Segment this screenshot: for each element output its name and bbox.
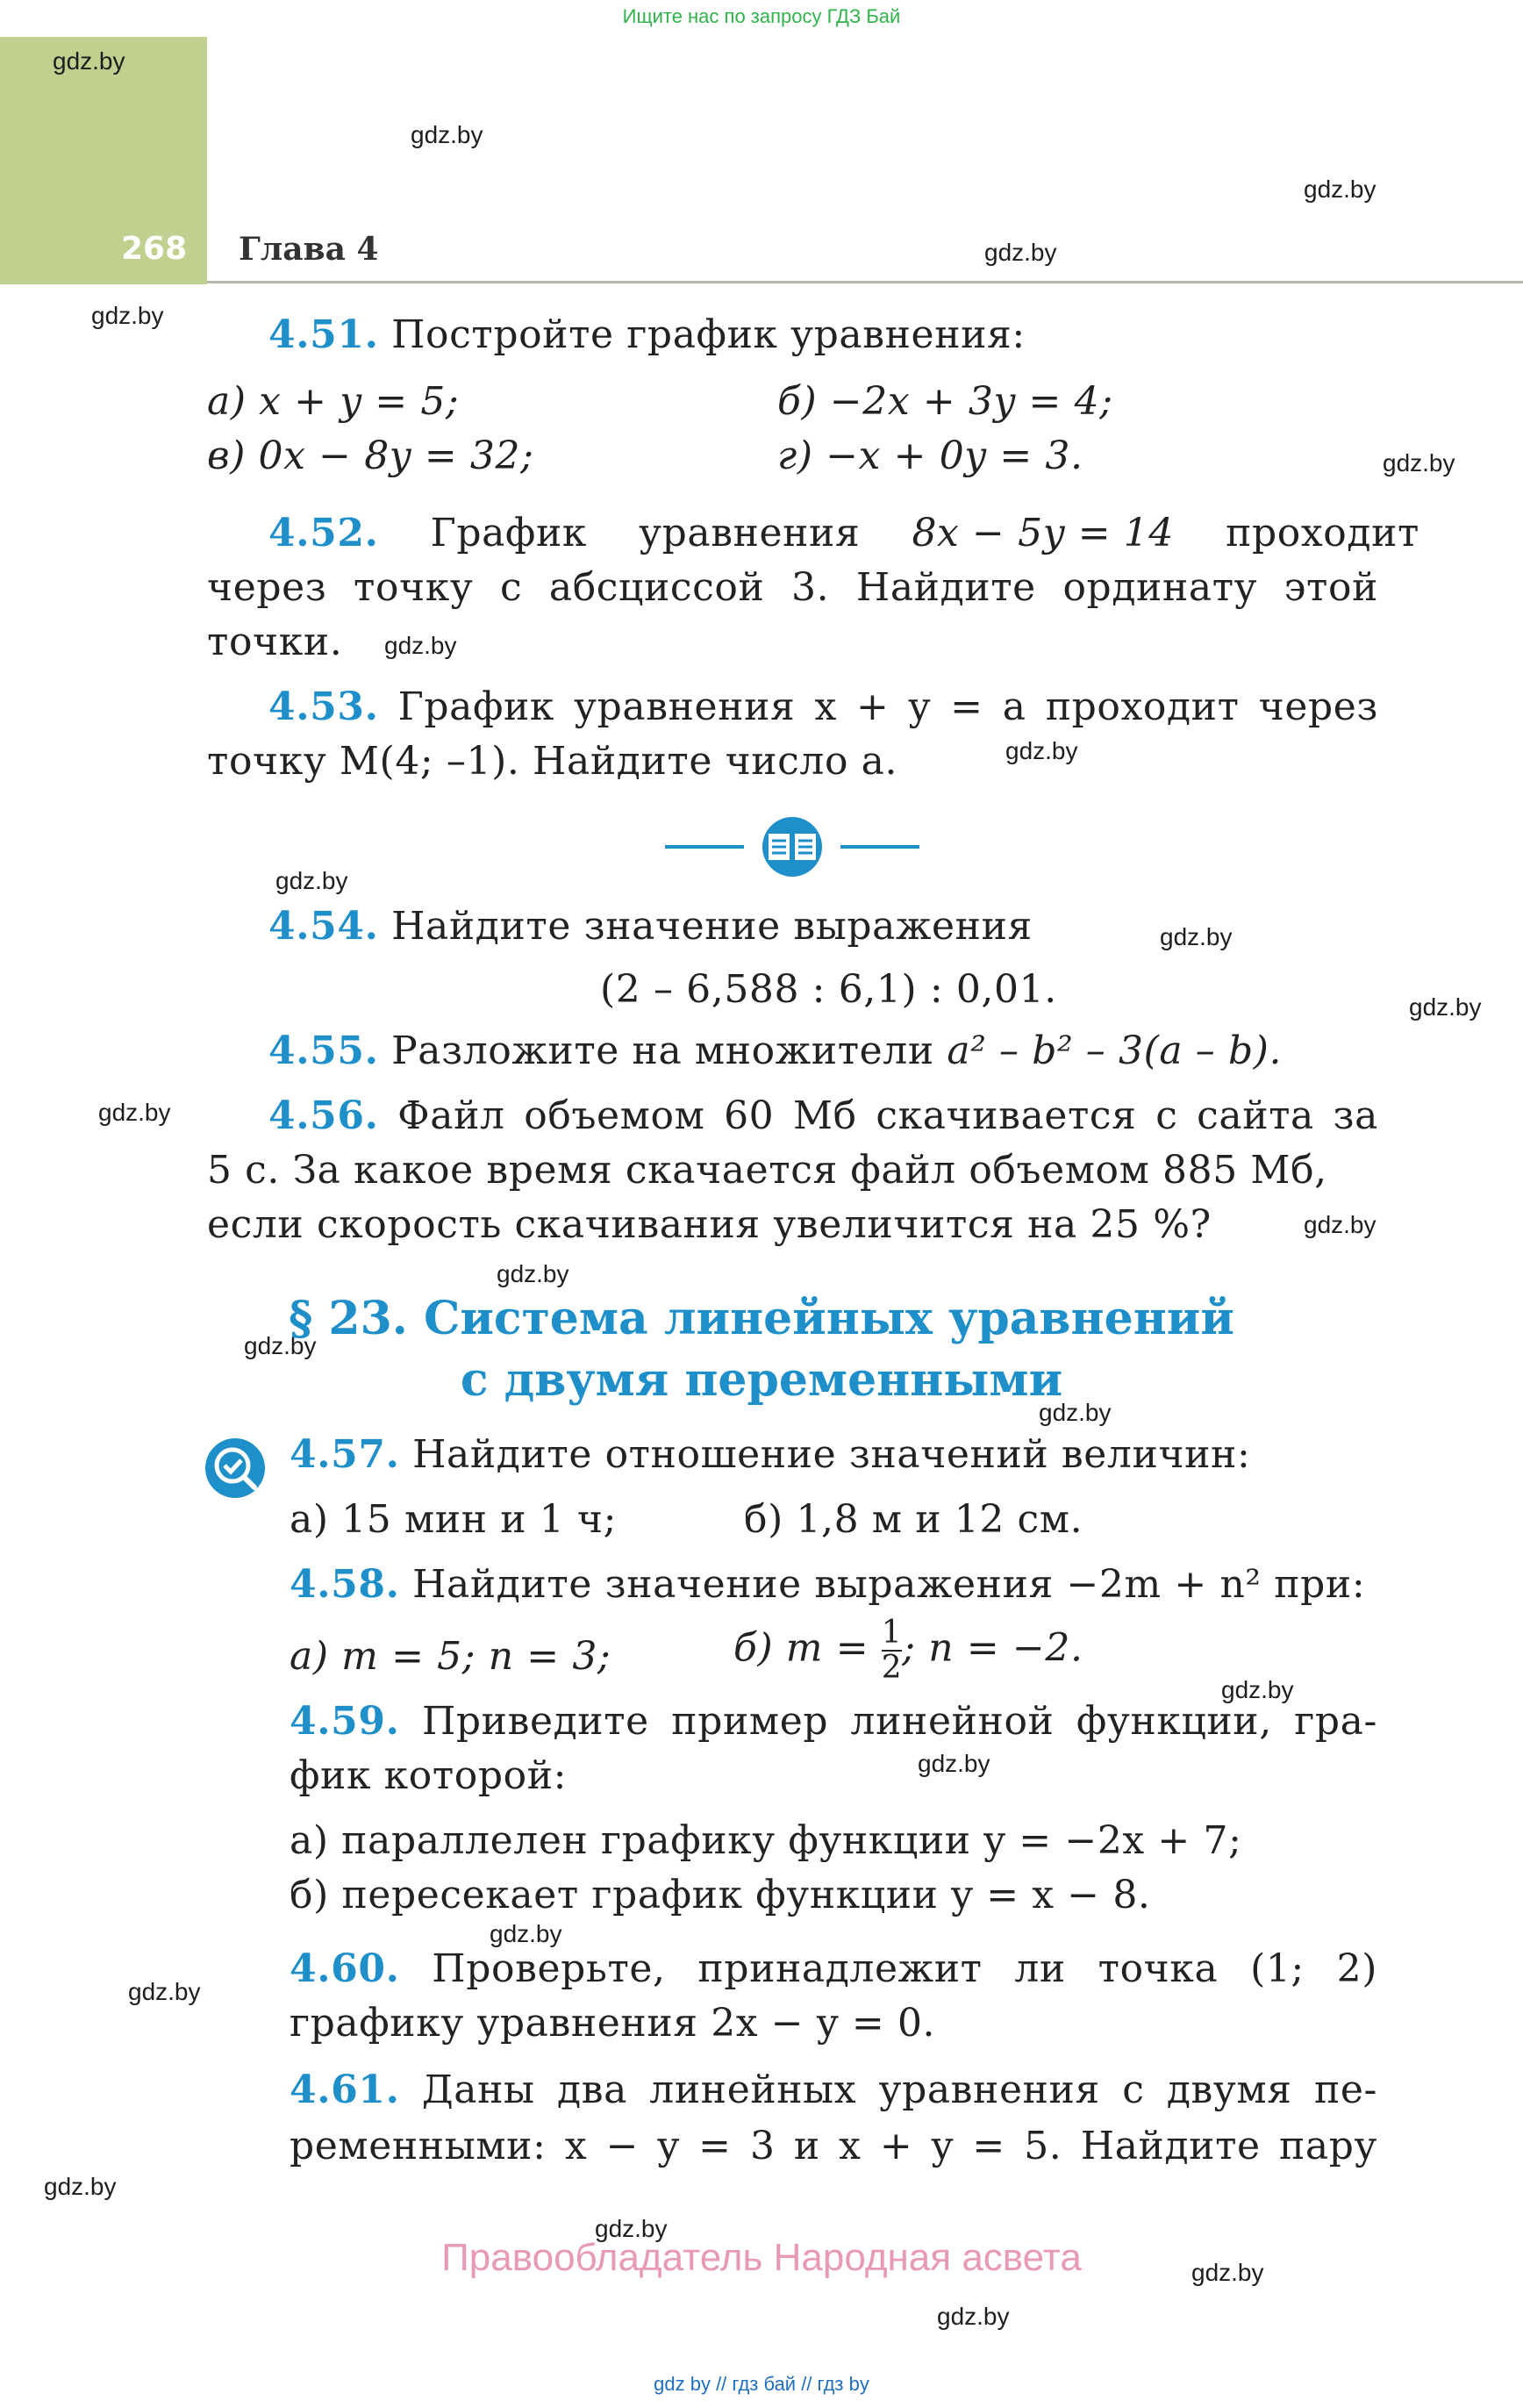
exercise-4-52 [268, 511, 1419, 555]
exercise-4-53 [268, 684, 1378, 729]
expression: a² – b² – 3(a – b). [947, 1028, 1283, 1073]
text-line: точки. [207, 620, 343, 664]
exercise-4-61 [290, 2068, 1377, 2112]
word: уравнения [639, 511, 861, 555]
text-line: 5 с. За какое время скачается файл объемом 885 Мб, [207, 1148, 1327, 1193]
exercise-number: 4.58. [290, 1562, 400, 1607]
watermark: gdz.by [984, 239, 1057, 266]
answer-option-a: а) 15 мин и 1 ч; [290, 1497, 618, 1542]
text-line: если скорость скачивания увеличится на 25 %? [207, 1202, 1212, 1247]
watermark: gdz.by [1304, 1211, 1376, 1238]
answer-option-b: б) пересекает график функции y = x − 8. [290, 1873, 1151, 1917]
book-icon [665, 816, 919, 878]
word: График [430, 511, 587, 555]
exercise-number: 4.56. [268, 1093, 379, 1138]
watermark: gdz.by [91, 302, 164, 329]
exercise-text: Разложите на множители [391, 1028, 934, 1073]
watermark: gdz.by [1160, 923, 1233, 950]
fraction-numerator: 1 [881, 1615, 903, 1651]
section-heading-line1: § 23. Система линейных уравнений [289, 1292, 1234, 1345]
exercise-text: Найдите отношение значений величин: [412, 1432, 1251, 1477]
answer-option-b: б) −2x + 3y = 4; [777, 379, 1113, 424]
answer-option-g: г) −x + 0y = 3. [777, 434, 1083, 478]
watermark: gdz.by [128, 1978, 201, 2005]
answer-prefix: б) m = [733, 1625, 869, 1671]
exercise-4-56 [268, 1093, 1378, 1138]
chapter-title: Глава 4 [239, 231, 379, 268]
page-number: 268 [121, 231, 188, 267]
header-divider [207, 281, 1523, 283]
exercise-4-54 [268, 904, 1033, 949]
watermark: gdz.by [98, 1099, 171, 1126]
exercise-text: Постройте график уравнения: [391, 312, 1026, 357]
text-line: точку M(4; –1). Найдите число a. [207, 739, 898, 784]
watermark: gdz.by [918, 1750, 990, 1777]
check-magnifier-icon [204, 1437, 267, 1500]
watermark: gdz.by [1304, 176, 1376, 203]
answer-option-a: а) x + y = 5; [207, 379, 460, 424]
answer-suffix: ; n = −2. [902, 1625, 1083, 1671]
exercise-4-57 [290, 1432, 1250, 1477]
top-banner[interactable]: Ищите нас по запросу ГДЗ Бай [622, 5, 901, 27]
text-line: фик которой: [290, 1753, 568, 1798]
exercise-text: Найдите значение выражения [391, 904, 1033, 949]
watermark: gdz.by [1191, 2259, 1264, 2286]
watermark: gdz.by [1409, 993, 1482, 1021]
exercise-number: 4.60. [290, 1946, 400, 1991]
watermark: gdz.by [53, 47, 125, 75]
answer-option-v: в) 0x − 8y = 32; [207, 434, 534, 478]
watermark: gdz.by [497, 1260, 569, 1287]
equation: 8x − 5y = 14 [912, 511, 1174, 555]
exercise-4-58 [290, 1562, 1365, 1607]
exercise-4-59 [290, 1699, 1377, 1744]
exercise-number: 4.52. [268, 511, 379, 555]
footer-links[interactable]: gdz by // гдз бай // гдз by [654, 2373, 869, 2395]
exercise-text: Даны два линейных уравнения с двумя пе- [421, 2068, 1377, 2112]
answer-option-b [733, 1616, 1083, 1685]
section-heading-line2: с двумя переменными [460, 1353, 1063, 1407]
word: проходит [1226, 511, 1419, 555]
exercise-number: 4.55. [268, 1028, 379, 1073]
watermark: gdz.by [384, 632, 457, 659]
watermark: gdz.by [44, 2173, 117, 2200]
exercise-text: График уравнения x + y = a проходит через [397, 684, 1378, 729]
exercise-text: Найдите значение выражения −2m + n² при: [412, 1562, 1366, 1607]
watermark: gdz.by [275, 867, 348, 894]
exercise-4-60 [290, 1946, 1377, 1991]
watermark: gdz.by [1383, 449, 1455, 477]
fraction-denominator: 2 [881, 1650, 903, 1686]
watermark: gdz.by [1005, 737, 1078, 764]
watermark: gdz.by [490, 1920, 562, 1947]
watermark: gdz.by [937, 2303, 1010, 2330]
text-line: графику уравнения 2x − y = 0. [290, 2001, 936, 2046]
fraction [882, 1616, 903, 1685]
exercise-4-51 [268, 312, 1026, 357]
expression: (2 – 6,588 : 6,1) : 0,01. [600, 967, 1057, 1012]
exercise-text: Проверьте, принадлежит ли точка (1; 2) [432, 1946, 1377, 1991]
answer-option-b: б) 1,8 м и 12 см. [744, 1497, 1083, 1542]
watermark: gdz.by [595, 2215, 668, 2242]
watermark: gdz.by [1221, 1676, 1294, 1703]
exercise-text: Приведите пример линейной функции, гра- [421, 1699, 1377, 1744]
exercise-number: 4.51. [268, 312, 379, 357]
exercise-text: Файл объемом 60 Мб скачивается с сайта за [397, 1093, 1378, 1138]
exercise-number: 4.57. [290, 1432, 400, 1477]
exercise-number: 4.59. [290, 1699, 400, 1744]
watermark: gdz.by [411, 121, 483, 148]
answer-option-a: а) m = 5; n = 3; [290, 1634, 611, 1679]
answer-option-a: а) параллелен графику функции y = −2x + 7; [290, 1818, 1242, 1863]
text-line: ременными: x − y = 3 и x + y = 5. Найдите пару [290, 2124, 1377, 2168]
watermark: gdz.by [1039, 1399, 1112, 1426]
exercise-4-55 [268, 1028, 1282, 1073]
exercise-number: 4.53. [268, 684, 379, 729]
exercise-number: 4.61. [290, 2068, 400, 2112]
copyright-owner: Правообладатель Народная асвета [441, 2236, 1082, 2279]
text-line: через точку с абсциссой 3. Найдите ординату этой [207, 565, 1378, 610]
watermark: gdz.by [244, 1332, 317, 1359]
exercise-number: 4.54. [268, 904, 379, 949]
